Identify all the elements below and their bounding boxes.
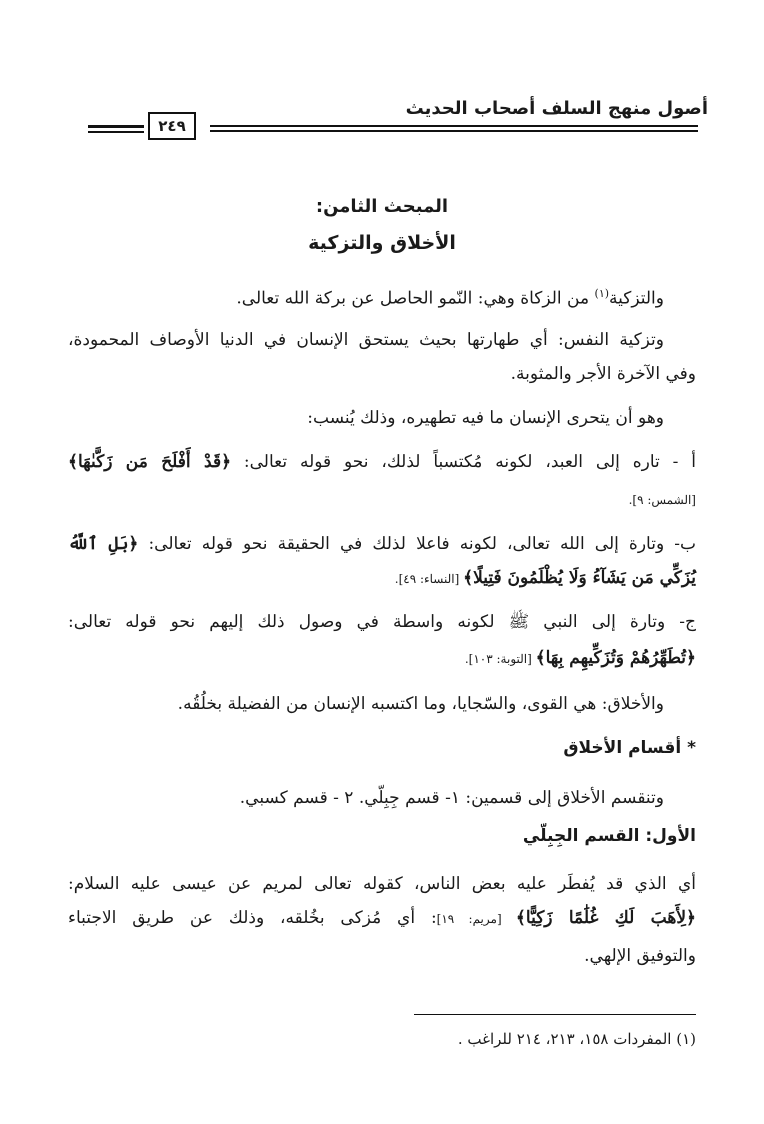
p1-start: والتزكية <box>609 288 664 309</box>
paragraph-5: وتنقسم الأخلاق إلى قسمين: ١- قسم جِبِلّي. ٢ - قسم كسبي. <box>239 788 664 808</box>
item-b-line-2 <box>395 566 696 591</box>
footnote: (١) المفردات ١٥٨، ٢١٣، ٢١٤ للراغب . <box>457 1030 696 1048</box>
item-a-text: أ - تاره إلى العبد، لكونه مُكتسباً لذلك، نحو قوله تعالى: <box>231 452 696 472</box>
item-c-line-2 <box>465 646 696 671</box>
running-title: أصول منهج السلف أصحاب الحديث <box>405 98 708 119</box>
section-title: المبحث الثامن: <box>315 196 449 217</box>
item-c-line-1: ج- وتارة إلى النبي ﷺ لكونه واسطة في وصول ذلك إليهم نحو قوله تعالى: <box>68 612 696 632</box>
paragraph-6-line-2 <box>68 906 696 931</box>
item-c-reference: [التوبة: ١٠٣]. <box>464 652 536 666</box>
paragraph-6-line-1: أي الذي قد يُفطَر عليه بعض الناس، كقوله تعالى لمريم عن عيسى عليه السلام: <box>68 874 696 894</box>
p1-rest: من الزكاة وهي: النّمو الحاصل عن بركة الله تعالى. <box>236 288 595 309</box>
item-a-reference: [الشمس: ٩]. <box>628 493 696 507</box>
p6-reference: [مريم: ١٩] <box>436 912 516 926</box>
item-a-line-1 <box>68 450 696 474</box>
paragraph-1 <box>236 282 664 311</box>
heading-first-type <box>523 826 696 846</box>
paragraph-4: والأخلاق: هي القوى، والسّجايا، وما اكتسبه الإنسان من الفضيلة بخلُقُه. <box>177 694 664 714</box>
p6-quran: ﴿لِأَهَبَ لَكِ غُلَٰمًا زَكِيًّا﴾ <box>515 908 696 928</box>
header-rule-short-bottom <box>88 131 144 133</box>
header-rule-short-top <box>88 125 144 128</box>
paragraph-2-line-1: وتزكية النفس: أي طهارتها بحيث يستحق الإنسان في الدنيا الأوصاف المحمودة، <box>68 330 664 350</box>
item-b-line-1 <box>68 532 696 556</box>
footnote-marker: (١) <box>594 287 610 300</box>
page-number: ٢٤٩ <box>148 112 196 140</box>
item-b-quran-end: يُزَكِّي مَن يَشَآءُ وَلَا يُظْلَمُونَ فَتِيلًا﴾ <box>463 568 696 588</box>
heading-first-prefix: الأول: <box>639 826 696 846</box>
section-subtitle: الأخلاق والتزكية <box>308 232 456 254</box>
header-rule-long-top <box>210 125 698 127</box>
item-b-quran-start: ﴿بَلِ ٱللَّهُ <box>68 534 139 554</box>
footnote-divider <box>414 1014 696 1015</box>
header-rule-long-bottom <box>210 130 698 132</box>
item-b-text: ب- وتارة إلى الله تعالى، لكونه فاعلا لذلك في الحقيقة نحو قوله تعالى: <box>138 534 697 554</box>
item-b-reference: [النساء: ٤٩]. <box>394 572 464 586</box>
item-a-quran: ﴿قَدْ أَفْلَحَ مَن زَكَّىٰهَا﴾ <box>68 452 232 472</box>
heading-first-name: القسم الجِبِلّي <box>522 826 640 846</box>
heading-types-of-morals: * أقسام الأخلاق <box>563 738 696 758</box>
paragraph-2-line-2: وفي الآخرة الأجر والمثوبة. <box>510 364 696 384</box>
paragraph-3: وهو أن يتحرى الإنسان ما فيه تطهيره، وذلك يُنسب: <box>307 408 664 428</box>
p6-text: : أي مُزكى بخُلقه، وذلك عن طريق الاجتباء <box>68 908 437 928</box>
item-c-quran: ﴿تُطَهِّرُهُمْ وَتُزَكِّيهِم بِهَا﴾ <box>535 648 696 668</box>
paragraph-6-line-3: والتوفيق الإلهي. <box>584 946 696 966</box>
